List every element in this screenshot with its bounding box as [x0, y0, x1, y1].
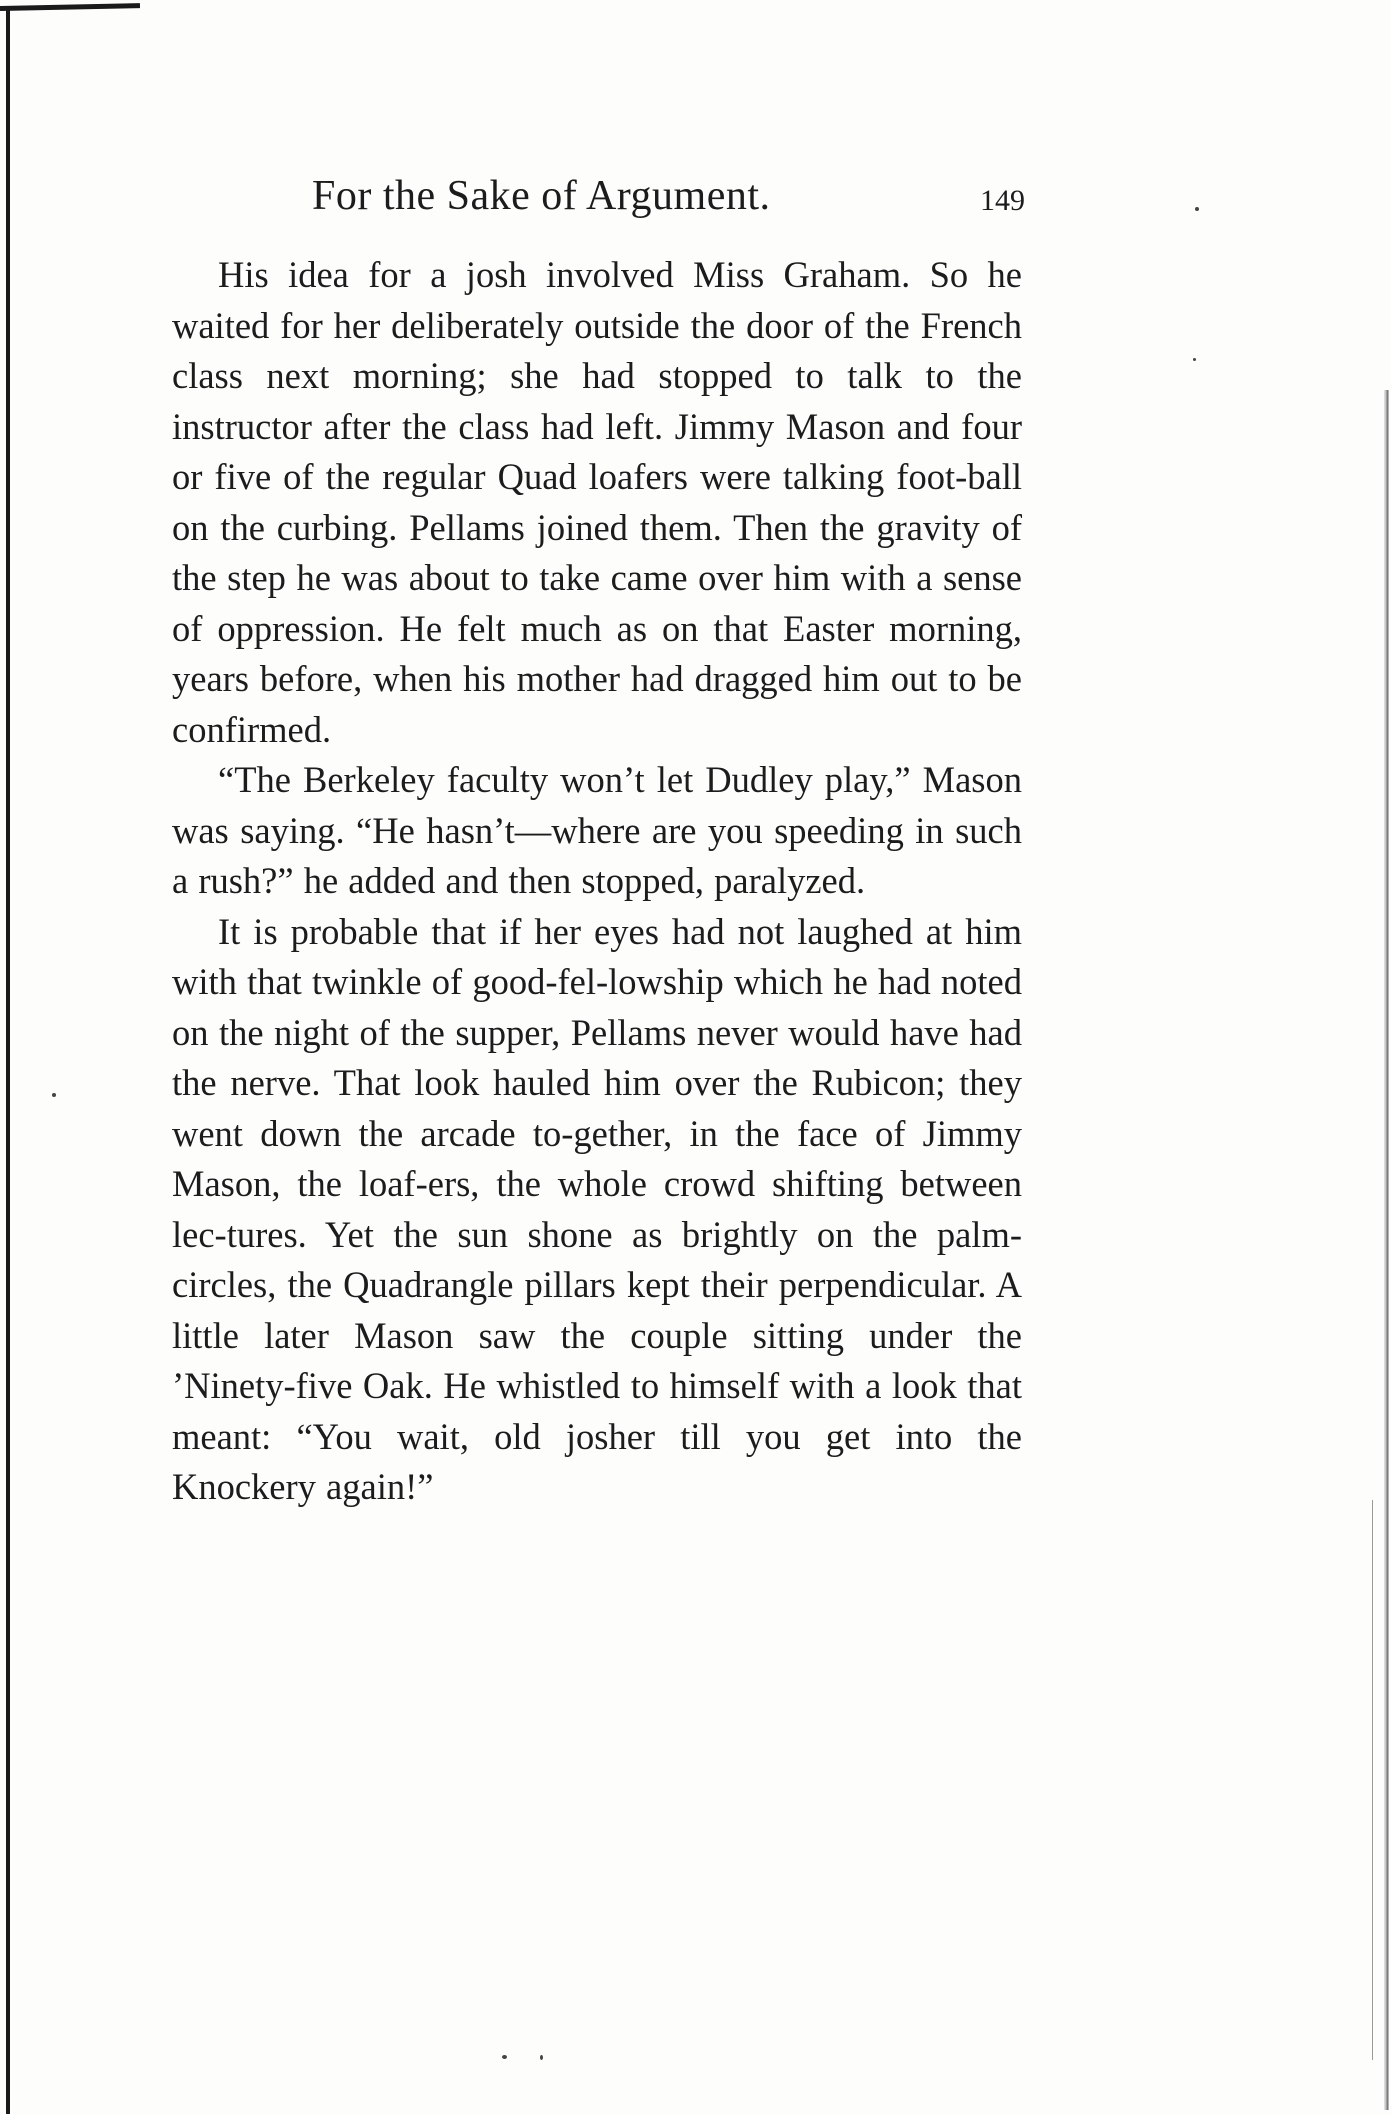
- text-column: [172, 172, 1025, 1513]
- scan-speck: [540, 2055, 543, 2060]
- page-edge-line: [1372, 1500, 1373, 2060]
- paragraph: It is probable that if her eyes had not laughed at him with that twinkle of good-fel-lowship which he had noted on the night of the supper, Pellams never would have had the nerve. That look hauled him over the Rubicon; they went down the arcade to-gether, in the face of Jimmy Mason, the loaf-ers, the whole crowd shifting between lec-tures. Yet the sun shone as brightly on the palm-circles, the Quadrangle pillars kept their perpendicular. A little later Mason saw the couple sitting under the ’Ninety-five Oak. He whistled to himself with a look that meant: “You wait, old josher till you get into the Knockery again!”: [172, 910, 1022, 1507]
- scan-speck: [502, 2055, 507, 2059]
- page-number: 149: [980, 184, 1025, 217]
- paragraph: “The Berkeley faculty won’t let Dudley play,” Mason was saying. “He hasn’t—where are you speeding in such a rush?” he added and then stopped, paralyzed.: [172, 759, 1022, 901]
- binding-edge-line: [6, 10, 10, 2114]
- running-head-title: For the Sake of Argument.: [312, 173, 771, 219]
- scan-speck: [1195, 207, 1199, 211]
- scan-speck: [1193, 358, 1196, 361]
- running-head: [172, 172, 1025, 242]
- scan-speck: [52, 1093, 56, 1097]
- paragraph: His idea for a josh involved Miss Graham. So he waited for her deliberately outside the door of the French class next morning; she had stopped to talk to the instructor after the class had left. Jimmy Mason and four or five of the regular Quad loafers were talking foot-ball on the curbing. Pellams joined them. Then the gravity of the step he was about to take came over him with a sense of oppression. He felt much as on that Easter morning, years before, when his mother had dragged him out to be confirmed.: [172, 254, 1022, 750]
- binding-corner-mark: [0, 3, 140, 11]
- page-edge-shadow: [1384, 390, 1389, 2110]
